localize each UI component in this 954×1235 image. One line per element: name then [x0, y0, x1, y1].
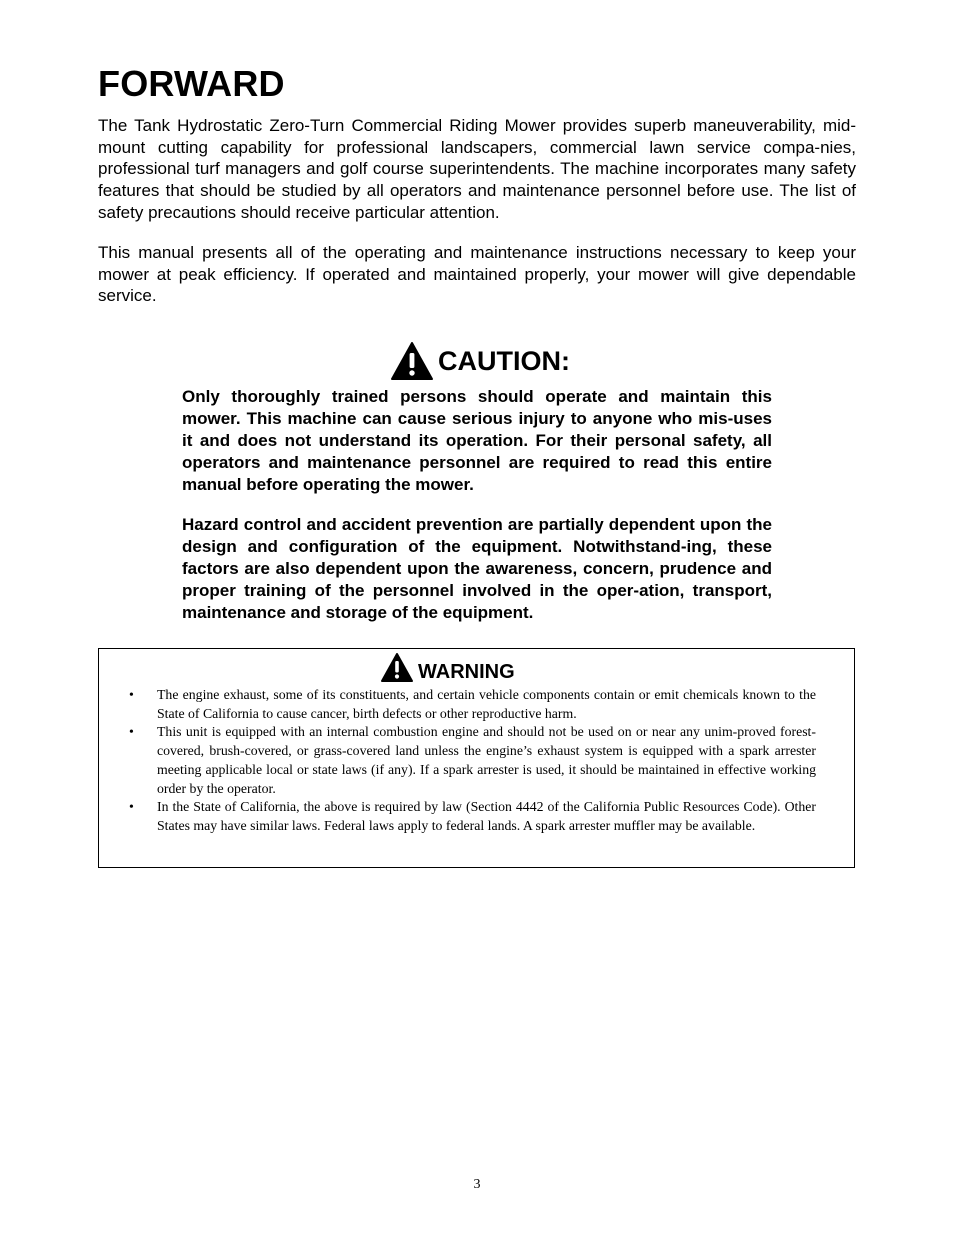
intro-paragraph: The Tank Hydrostatic Zero-Turn Commercial Riding Mower provides superb maneuverability, mid-mount cutting capability for professional landscapers, commercial lawn service compa-nies, professional turf managers and golf course superintendents. The machine incorporates many safety features that should be studied by all operators and maintenance personnel before use. The list of safety precautions should receive particular attention. [98, 116, 856, 222]
warning-box [98, 648, 855, 868]
warning-triangle-icon [380, 652, 414, 688]
warning-item-text: This unit is equipped with an internal combustion engine and should not be used on or near any unim-proved forest-covered, brush-covered, or grass-covered land unless the engine’s exhaust system is equipped with a spark arrester meeting applicable local or state laws (if any). If a spark arrester is used, it should be maintained in effective working order by the operator. [157, 724, 816, 796]
caution-label: CAUTION: [438, 346, 570, 376]
warning-item-text: In the State of California, the above is required by law (Section 4442 of the California Public Resources Code). Other States may have similar laws. Federal laws apply to federal lands. A spark arrester muffler may be available. [157, 799, 816, 833]
warning-list-item [129, 723, 816, 798]
caution-paragraph: Hazard control and accident prevention are partially dependent upon the design and configuration of the equipment. Notwithstand-ing, these factors are also dependent upon the awareness, concern, prudence and proper training of the personnel involved in the oper-ation, transport, maintenance and storage of the equipment. [182, 515, 772, 622]
warning-list [99, 686, 856, 836]
warning-item-text: The engine exhaust, some of its constituents, and certain vehicle components contain or emit chemicals known to the State of California to cause cancer, birth defects or other reproductive harm. [157, 687, 816, 721]
warning-list-item [129, 686, 816, 723]
warning-list-item [129, 798, 816, 835]
caution-heading [390, 341, 570, 381]
bullet: • [129, 724, 134, 740]
caution-paragraph: Only thoroughly trained persons should operate and maintain this mower. This machine can cause serious injury to anyone who mis-uses it and does not understand its operation. For their personal safety, all operators and maintenance personnel are required to read this entire manual before operating the mower. [182, 387, 772, 494]
page-title: FORWARD [98, 63, 285, 104]
warning-heading [380, 653, 515, 687]
warning-triangle-icon [390, 341, 434, 381]
page-number: 3 [473, 1177, 481, 1192]
bullet: • [129, 799, 134, 815]
intro-paragraph: This manual presents all of the operating and maintenance instructions necessary to keep your mower at peak efficiency. If operated and maintained properly, your mower will give dependable service. [98, 243, 856, 306]
bullet: • [129, 687, 134, 702]
warning-label: WARNING [418, 661, 515, 683]
